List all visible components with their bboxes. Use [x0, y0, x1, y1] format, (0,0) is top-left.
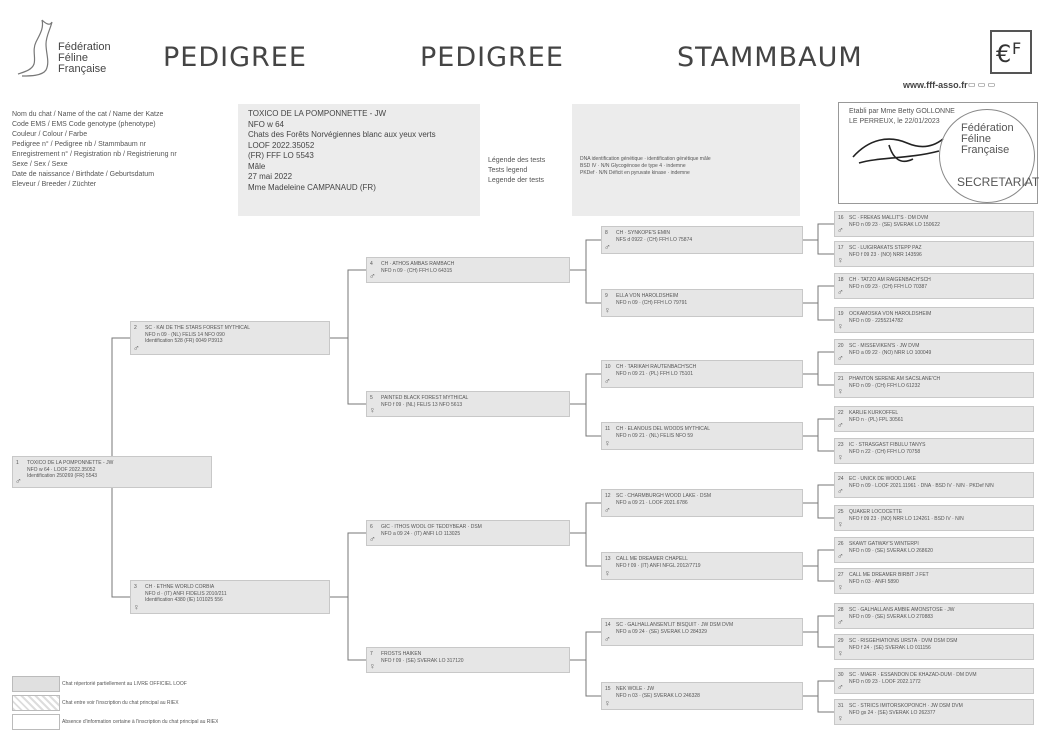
- svg-text:€: €: [996, 40, 1012, 68]
- female-icon: ♀: [837, 648, 844, 658]
- legend-text-hatched: Chat entre voir l'inscription du chat principal au RIEX: [62, 700, 179, 706]
- title-en: PEDIGREE: [420, 42, 564, 73]
- ancestor-number: 5: [370, 395, 373, 401]
- ancestor-registration: NFS d 0922 · (CH) FFH LO 75874: [616, 237, 693, 243]
- male-icon: ♂: [369, 534, 376, 544]
- female-icon: ♀: [837, 519, 844, 529]
- ancestor-name: CH · TATZO AM RAIGENBACH'SCH: [849, 277, 931, 283]
- ancestor-number: 20: [838, 343, 844, 349]
- ancestor-number: 29: [838, 638, 844, 644]
- label-sex: Sexe / Sex / Sexe: [12, 161, 68, 168]
- cat-pedigree: LOOF 2022.35052: [248, 140, 315, 150]
- ancestor-box-25: [834, 505, 1034, 531]
- ancestor-identification: Identification 250269 (FR) 5543: [27, 473, 98, 479]
- ancestor-registration: NFO n 09 · (CH) FFH LO 61232: [849, 383, 921, 389]
- ancestor-number: 22: [838, 410, 844, 416]
- ancestor-name: SC · MIAER · ESSANDON DE KHAZAD-DUM · DM DVM: [849, 672, 977, 678]
- ancestor-name: TOXICO DE LA POMPONNETTE - JW: [27, 460, 114, 466]
- male-icon: ♂: [837, 353, 844, 363]
- website-link[interactable]: www.fff-asso.fr: [903, 80, 968, 90]
- ancestor-number: 24: [838, 476, 844, 482]
- ancestor-name: SC · FREKAS MALLIT'S · DM DVM: [849, 215, 929, 221]
- ancestor-box-23: [834, 438, 1034, 464]
- ancestor-number: 30: [838, 672, 844, 678]
- male-icon: ♂: [15, 476, 22, 486]
- ancestor-name: CH · SYNKOPE'S EMIN: [616, 230, 671, 236]
- ancestor-registration: NFO n 09 21 · (NL) FELIS NFO 59: [616, 433, 693, 439]
- male-icon: ♂: [369, 271, 376, 281]
- ancestor-box-5: [366, 391, 570, 417]
- ancestor-name: SC · MISSEVIKEN'S · JW DVM: [849, 343, 920, 349]
- ancestor-number: 15: [605, 686, 611, 692]
- ancestor-number: 6: [370, 524, 373, 530]
- male-icon: ♂: [604, 242, 611, 252]
- female-icon: ♀: [837, 255, 844, 265]
- ancestor-number: 16: [838, 215, 844, 221]
- ancestor-box-3: [130, 580, 330, 614]
- ancestor-number: 2: [134, 325, 137, 331]
- cat-registration: (FR) FFF LO 5543: [248, 151, 314, 160]
- ancestor-number: 19: [838, 311, 844, 317]
- ancestor-registration: NFO n 09 · LOOF 2021.11961 · DNA · BSD IV · N/N · PKDef N/N: [849, 483, 994, 489]
- logo-line-3: Française: [58, 63, 107, 75]
- ancestor-number: 27: [838, 572, 844, 578]
- legend-swatch-partial: [12, 676, 60, 692]
- ancestor-number: 12: [605, 493, 611, 499]
- label-birthdate: Date de naissance / Birthdate / Geburtsdatum: [12, 171, 155, 178]
- male-icon: ♂: [837, 287, 844, 297]
- legend-code-bsd: BSD IV · N/N Glycogénose de type 4 · indemne: [580, 163, 686, 169]
- ancestor-box-26: [834, 537, 1034, 563]
- ancestor-registration: NFO f 24 · (SE) SVERAK LO 011156: [849, 645, 931, 651]
- ancestor-name: KARLIE KURKOFFEL: [849, 410, 899, 416]
- female-icon: ♀: [369, 405, 376, 415]
- ancestor-box-7: [366, 647, 570, 673]
- female-icon: ♀: [837, 582, 844, 592]
- ancestor-box-6: [366, 520, 570, 546]
- stamp-org-2: Féline: [961, 133, 991, 145]
- ancestor-registration: NFO a 09 24 · (IT) ANFI LO 113025: [381, 531, 461, 537]
- female-icon: ♀: [837, 321, 844, 331]
- male-icon: ♂: [604, 376, 611, 386]
- male-icon: ♂: [837, 225, 844, 235]
- stamp-org-3: Française: [961, 144, 1010, 156]
- ancestor-registration: NFO n 09 23 · LOOF 2022.1772: [849, 679, 921, 685]
- ancestor-name: CALL ME DREAMER CHAPELL: [616, 556, 688, 562]
- cat-birthdate: 27 mai 2022: [248, 172, 293, 181]
- legend-swatch-empty: [12, 714, 60, 730]
- ancestor-number: 4: [370, 261, 373, 267]
- ancestor-registration: NFO n 09 23 · (SE) SVERAK LO 150622: [849, 222, 940, 228]
- cat-ems: NFO w 64: [248, 119, 285, 129]
- ancestor-name: SKAWT GATWAY'S WINTERPI: [849, 541, 919, 547]
- stamp-issued-by: Etabli par Mme Betty GOLLONNE: [849, 108, 955, 115]
- female-icon: ♀: [604, 305, 611, 315]
- cat-sex: Mâle: [248, 161, 266, 171]
- stamp-secretariat: SECRETARIAT: [957, 175, 1040, 189]
- ancestor-registration: NFO f 09 · (SE) SVERAK LO 317120: [381, 658, 464, 664]
- female-icon: ♀: [369, 661, 376, 671]
- ancestor-name: GIC · ITHOS WOOL OF TEDDYBEAR · DSM: [381, 524, 482, 530]
- ancestor-name: NEK WOLE · JW: [616, 686, 655, 692]
- ancestor-identification: Identification 4380 (IE) 101025 556: [145, 597, 223, 603]
- ancestor-box-27: [834, 568, 1034, 594]
- ancestor-box-28: [834, 603, 1034, 629]
- ancestor-name: SC · LUIGIRAKATS STEPP PAZ: [849, 245, 922, 251]
- legend-code-dna: DNA identification génétique · identification génétique mâle: [580, 156, 711, 162]
- ancestor-name: EC · UNICK DE WOOD LAKE: [849, 476, 916, 482]
- ancestor-box-22: [834, 406, 1034, 432]
- cat-colour: Chats des Forêts Norvégiennes blanc aux yeux verts: [248, 130, 436, 139]
- ancestor-box-11: [601, 422, 803, 450]
- svg-text:F: F: [1012, 39, 1022, 58]
- ancestor-registration: NFO f 09 23 · (NO) NRR 143596: [849, 252, 922, 258]
- ancestor-number: 3: [134, 584, 137, 590]
- ancestor-name: CALL ME DREAMER BIRBIT J FET: [849, 572, 929, 578]
- ancestor-box-24: [834, 472, 1034, 498]
- logo-line-1: Fédération: [58, 41, 111, 53]
- ancestor-registration: NFO f 09 · (IT) ANFI NFGL 2012/7719: [616, 563, 701, 569]
- stamp-place-date: LE PERREUX, le 22/01/2023: [849, 118, 940, 125]
- ancestor-number: 10: [605, 364, 611, 370]
- ancestor-box-29: [834, 634, 1034, 660]
- ancestor-number: 14: [605, 622, 611, 628]
- female-icon: ♀: [604, 438, 611, 448]
- ancestor-registration: NFO n 22 · (CH) FFH LO 70758: [849, 449, 921, 455]
- male-icon: ♂: [837, 682, 844, 692]
- ancestor-name: IC · STRASGAST FIBULU TANYS: [849, 442, 926, 448]
- ancestor-number: 7: [370, 651, 373, 657]
- ancestor-registration: NFO n · (PL) FPL 30561: [849, 417, 904, 423]
- ancestor-name: OCKAMOSKA VON HAROLDSHEIM: [849, 311, 932, 317]
- ancestor-registration: NFO n 09 · (SE) SVERAK LO 268620: [849, 548, 933, 554]
- male-icon: ♂: [604, 505, 611, 515]
- ancestor-name: CH · ETHNE WORLD CORBIA: [145, 584, 215, 590]
- ancestor-number: 26: [838, 541, 844, 547]
- female-icon: ♀: [604, 698, 611, 708]
- title-de: STAMMBAUM: [677, 42, 863, 73]
- male-icon: ♂: [133, 343, 140, 353]
- ancestor-box-4: [366, 257, 570, 283]
- ancestor-box-9: [601, 289, 803, 317]
- ancestor-registration: NFO w 64 · LOOF 2022.35052: [27, 467, 96, 473]
- flag-icons: ▭ ▭ ▭: [968, 80, 996, 89]
- ancestor-registration: NFO n 09 23 · (CH) FFH LO 70387: [849, 284, 928, 290]
- ancestor-number: 9: [605, 293, 608, 299]
- ancestor-registration: NFO n 09 · (CH) FFH LO 79791: [616, 300, 688, 306]
- female-icon: ♀: [604, 568, 611, 578]
- ancestor-box-8: [601, 226, 803, 254]
- ancestor-name: QUAKER LOCOCETTE: [849, 509, 903, 515]
- tests-legend-de: Legende der tests: [488, 177, 545, 184]
- ancestor-registration: NFO d · (IT) ANFI FIDELIS 2010/211: [145, 591, 227, 597]
- ancestor-registration: NFO f 09 23 · (NO) NRR LO 124261 · BSD IV · N/N: [849, 516, 964, 522]
- ancestor-name: PHANTON SERENE AM SACSLANE'CH: [849, 376, 941, 382]
- cat-breeder: Mme Madeleine CAMPANAUD (FR): [248, 182, 376, 192]
- ancestor-registration: NFO n 09 · (NL) FELIS 14 NFO 090: [145, 332, 225, 338]
- ancestor-name: SC · STRICS IMITORSKOPONCH · JW DSM DVM: [849, 703, 963, 709]
- ancestor-number: 21: [838, 376, 844, 382]
- stamp-org-1: Fédération: [961, 122, 1014, 134]
- cat-name: TOXICO DE LA POMPONNETTE - JW: [248, 109, 387, 118]
- ancestor-box-18: [834, 273, 1034, 299]
- ancestor-number: 31: [838, 703, 844, 709]
- ancestor-registration: NFO a 09 21 · LOOF 2021.6786: [616, 500, 688, 506]
- ancestor-name: SC · CHARMBURGH WOOD LAKE · DSM: [616, 493, 712, 499]
- ancestor-name: FROSTS HAIKEN: [381, 651, 422, 657]
- legend-text-empty: Absence d'information certaine à l'inscription du chat principal au RIEX: [62, 719, 219, 725]
- label-registration: Enregistrement n° / Registration nb / Registrierung nr: [12, 151, 177, 158]
- ancestor-name: CH · ATHOS AMBAS RAMBACH: [381, 261, 455, 267]
- logo-line-2: Féline: [58, 52, 88, 64]
- ancestor-box-12: [601, 489, 803, 517]
- legend-text-partial: Chat répertorié partiellement au LIVRE OFFICIEL LOOF: [62, 681, 187, 687]
- label-pedigree: Pedigree n° / Pedigree nb / Stammbaum nr: [12, 141, 146, 148]
- ancestor-box-15: [601, 682, 803, 710]
- ancestor-box-2: [130, 321, 330, 355]
- tests-legend-fr: Légende des tests: [488, 157, 546, 164]
- label-colour: Couleur / Colour / Farbe: [12, 131, 88, 138]
- tests-legend-en: Tests legend: [488, 167, 528, 174]
- ancestor-box-19: [834, 307, 1034, 333]
- ancestor-number: 13: [605, 556, 611, 562]
- label-ems: Code EMS / EMS Code genotype (phenotype): [12, 121, 156, 128]
- female-icon: ♀: [837, 386, 844, 396]
- ancestor-registration: NFO f 09 · (NL) FELIS 13 NFO 5613: [381, 402, 463, 408]
- label-name: Nom du chat / Name of the cat / Name der Katze: [12, 111, 164, 118]
- female-icon: ♀: [837, 713, 844, 723]
- ancestor-registration: NFO gs 24 · (SE) SVERAK LO 262377: [849, 710, 936, 716]
- ancestor-box-10: [601, 360, 803, 388]
- ancestor-name: SC · GALHALLANS AMBIE AMONSTOSE · JW: [849, 607, 955, 613]
- ancestor-number: 25: [838, 509, 844, 515]
- ancestor-registration: NFO n 03 · (SE) SVERAK LO 246328: [616, 693, 700, 699]
- female-icon: ♀: [837, 452, 844, 462]
- ancestor-name: SC · GALHALLANSEN'LIT BISQUIT · JW DSM DVM: [616, 622, 734, 628]
- title-fr: PEDIGREE: [163, 42, 307, 73]
- legend-code-pkdef: PKDef · N/N Déficit en pyruvate kinase · indemne: [580, 170, 690, 176]
- female-icon: ♀: [133, 602, 140, 612]
- ancestor-registration: NFO n 09 · (CH) FFH LO 64315: [381, 268, 453, 274]
- ancestor-number: 11: [605, 426, 611, 432]
- ancestor-box-14: [601, 618, 803, 646]
- male-icon: ♂: [837, 486, 844, 496]
- ancestor-name: CH · TARIKAH RAUTENBACH'SCH: [616, 364, 697, 370]
- ancestor-box-20: [834, 339, 1034, 365]
- male-icon: ♂: [604, 634, 611, 644]
- ancestor-number: 17: [838, 245, 844, 251]
- male-icon: ♂: [837, 617, 844, 627]
- ancestor-number: 28: [838, 607, 844, 613]
- ancestor-name: PAINTED BLACK FOREST MYTHICAL: [381, 395, 469, 401]
- legend-swatch-hatched: [12, 695, 60, 711]
- ancestor-box-16: [834, 211, 1034, 237]
- ancestor-name: SC · RISGEHIATIONS URSTA · DVM DSM DSM: [849, 638, 958, 644]
- ancestor-registration: NFO n 09 · (SE) SVERAK LO 270883: [849, 614, 933, 620]
- ancestor-registration: NFO a 09 22 · (NO) NRR LO 100049: [849, 350, 932, 356]
- ancestor-identification: Identification 528 (FR) 0049 P3913: [145, 338, 223, 344]
- ancestor-box-1: [12, 456, 212, 488]
- ancestor-box-30: [834, 668, 1034, 694]
- ancestor-registration: NFO n 09 21 · (PL) FFH LO 75101: [616, 371, 693, 377]
- ancestor-number: 1: [16, 460, 19, 466]
- ancestor-box-31: [834, 699, 1034, 725]
- ancestor-number: 23: [838, 442, 844, 448]
- label-breeder: Eleveur / Breeder / Züchter: [12, 181, 97, 188]
- ancestor-registration: NFO n 09 · 2255214782: [849, 318, 903, 324]
- ancestor-number: 18: [838, 277, 844, 283]
- male-icon: ♂: [837, 551, 844, 561]
- ancestor-name: ELLA VON HAROLDSHEIM: [616, 293, 679, 299]
- ancestor-name: SC · KAI DE THE STARS FOREST MYTHICAL: [145, 325, 251, 331]
- ancestor-registration: NFO n 03 · ANFI 5890: [849, 579, 899, 585]
- ancestor-box-17: [834, 241, 1034, 267]
- ancestor-registration: NFO a 09 24 · (SE) SVERAK LO 284329: [616, 629, 707, 635]
- ancestor-name: CH · ELANOUS DEL WOODS MYTHICAL: [616, 426, 710, 432]
- ancestor-box-13: [601, 552, 803, 580]
- ancestor-box-21: [834, 372, 1034, 398]
- ancestor-number: 8: [605, 230, 608, 236]
- male-icon: ♂: [837, 420, 844, 430]
